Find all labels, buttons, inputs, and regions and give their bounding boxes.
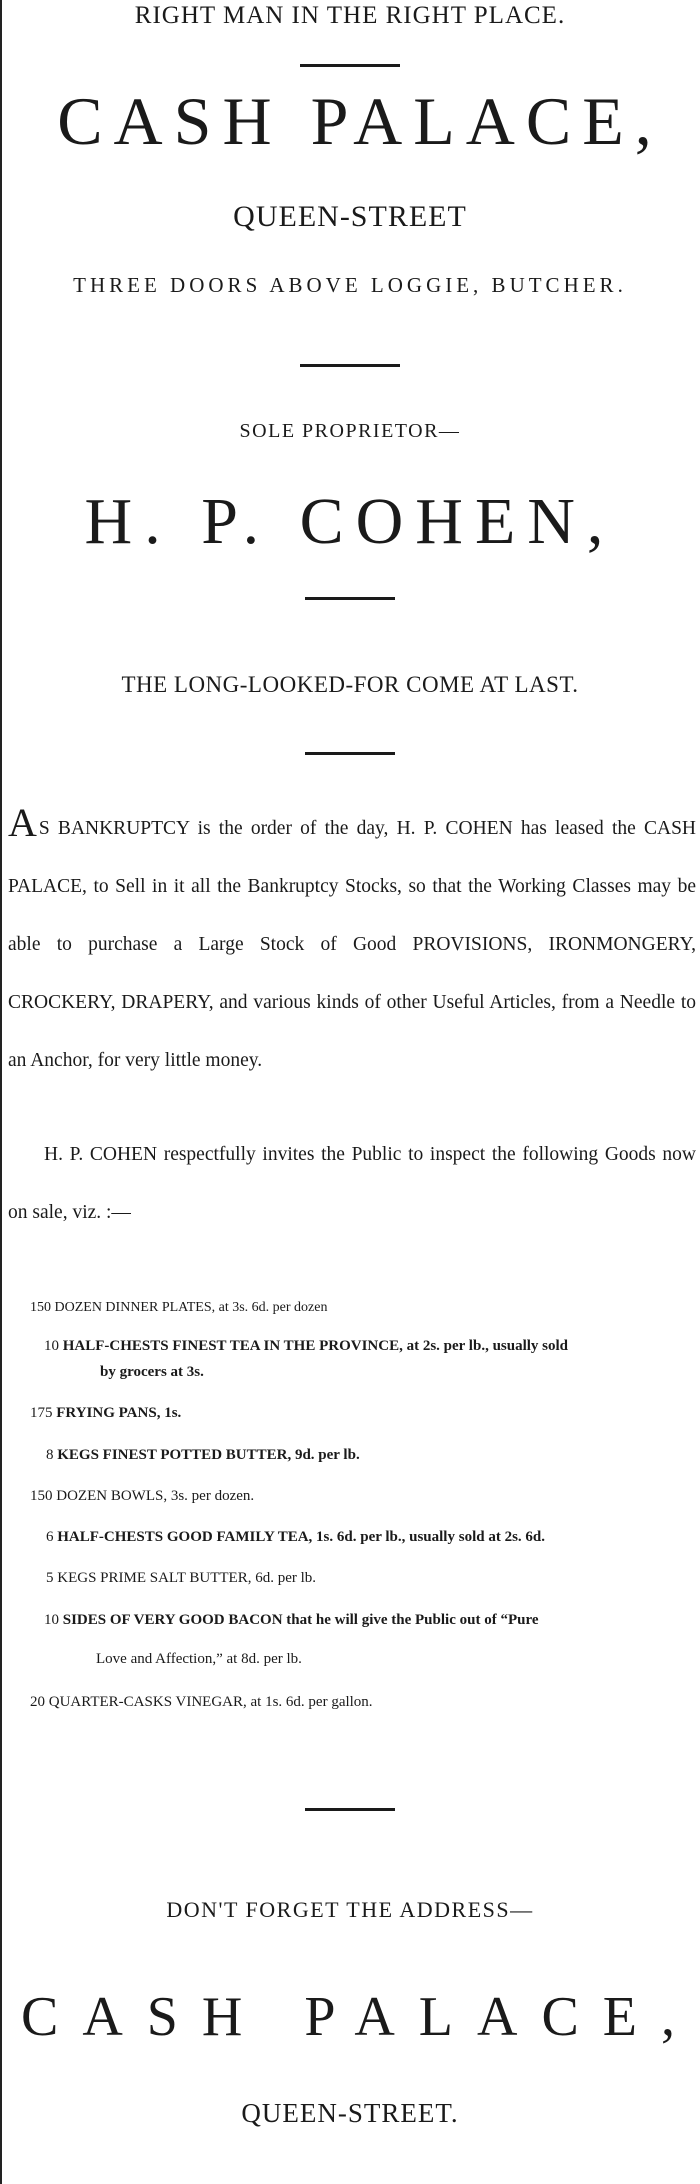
divider-rule	[305, 1808, 395, 1811]
list-item: 20 QUARTER-CASKS VINEGAR, at 1s. 6d. per gallon.	[30, 1694, 373, 1710]
footer-store-name: CASH PALACE,	[20, 1986, 700, 2048]
top-slogan: RIGHT MAN IN THE RIGHT PLACE.	[134, 2, 566, 29]
list-item: 150 DOZEN BOWLS, 3s. per dozen.	[30, 1488, 255, 1504]
address-reminder: DON'T FORGET THE ADDRESS—	[166, 1897, 534, 1922]
list-item: 175 FRYING PANS, 1s.	[30, 1405, 182, 1421]
list-item: 10 HALF-CHESTS FINEST TEA IN THE PROVINCE, at 2s. per lb., usually sold	[44, 1338, 569, 1354]
list-item: 150 DOZEN DINNER PLATES, at 3s. 6d. per dozen	[30, 1300, 328, 1315]
street-name: QUEEN-STREET	[233, 200, 467, 233]
footer-street-name: QUEEN-STREET.	[241, 2098, 459, 2128]
divider-rule	[300, 364, 400, 367]
divider-rule	[305, 597, 395, 600]
location-line: THREE DOORS ABOVE LOGGIE, BUTCHER.	[73, 273, 627, 297]
intro-paragraph-text: S BANKRUPTCY is the order of the day, H. P. COHEN has leased the CASH PALACE, to Sell in it all the Bankruptcy Stocks, so that the Working Classes may be able to purchase a Large Stock of Good PROVISIONS, IRONMONGERY, CROCKERY, DRAPERY, and various kinds of other Useful Articles, from a Needle to an Anchor, for very little money.	[8, 818, 696, 1071]
proprietor-label: SOLE PROPRIETOR—	[239, 420, 461, 442]
tagline: THE LONG-LOOKED-FOR COME AT LAST.	[121, 672, 579, 697]
list-item: 6 HALF-CHESTS GOOD FAMILY TEA, 1s. 6d. per lb., usually sold at 2s. 6d.	[46, 1529, 545, 1545]
list-item: 8 KEGS FINEST POTTED BUTTER, 9d. per lb.	[46, 1447, 360, 1463]
proprietor-name: H. P. COHEN,	[84, 485, 616, 558]
intro-paragraph	[8, 800, 696, 1090]
store-name-heading: CASH PALACE,	[57, 83, 663, 159]
list-item: 5 KEGS PRIME SALT BUTTER, 6d. per lb.	[46, 1570, 317, 1586]
divider-rule	[305, 752, 395, 755]
left-border-rule	[0, 0, 2, 2184]
drop-cap: A	[8, 800, 37, 845]
invitation-paragraph	[8, 1126, 696, 1242]
divider-rule	[300, 64, 400, 67]
list-item: 10 SIDES OF VERY GOOD BACON that he will give the Public out of “Pure	[44, 1612, 539, 1628]
list-item-continuation: Love and Affection,” at 8d. per lb.	[96, 1651, 302, 1667]
list-item-continuation: by grocers at 3s.	[100, 1364, 204, 1380]
invitation-paragraph-text: H. P. COHEN respectfully invites the Public to inspect the following Goods now on sale, viz. :—	[8, 1144, 696, 1223]
